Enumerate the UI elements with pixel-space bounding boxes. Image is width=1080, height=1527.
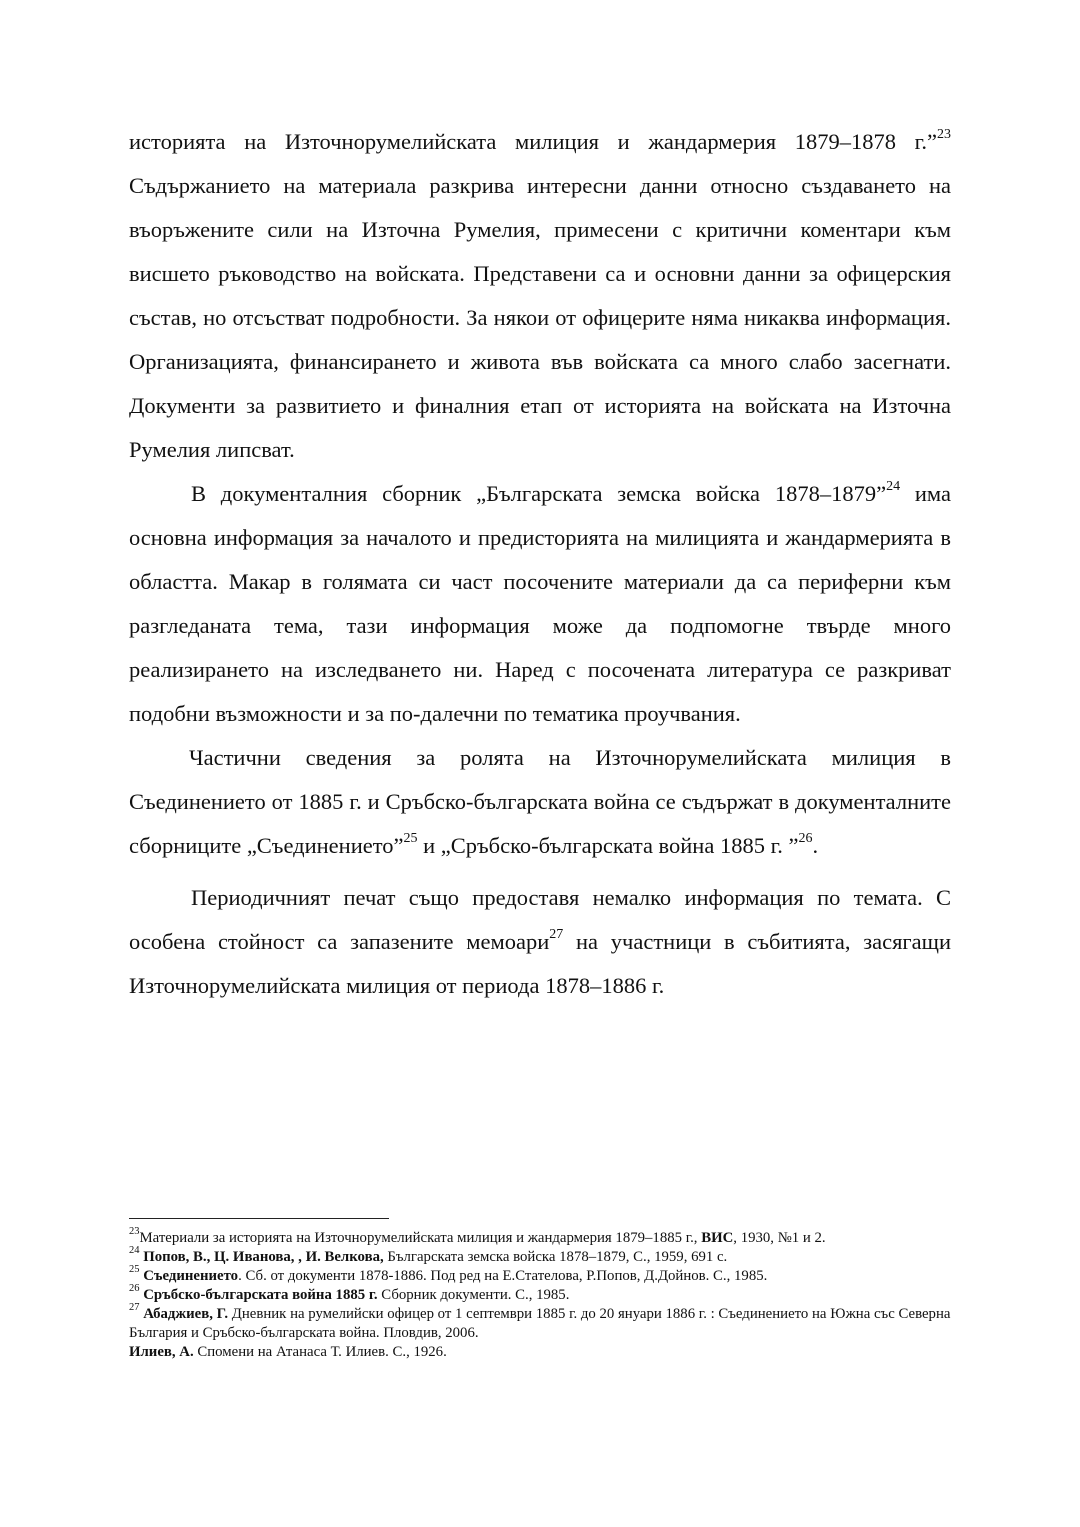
footnote-ref-24[interactable]: 24 <box>886 478 901 494</box>
paragraph-3: Частични сведения за ролята на Източнорумелийската милиция в Съединението от 1885 г. и Сръбско-българската война се съдържат в документалните сборниците „Съединението”$^{25}$ и „Сръбско-българската война 1885 г. ”$^{26}$. <box>129 745 951 858</box>
footnote-25: $^{25}$ Съединението. Сб. от документи 1878-1886. Под ред на Е.Стателова, Р.Попов, Д.Дойнов. С., 1985. <box>129 1264 768 1284</box>
footnote-ref-26[interactable]: 26 <box>798 830 813 846</box>
footnote-ref-27[interactable]: 27 <box>549 926 564 942</box>
body-text <box>129 120 951 1008</box>
footnote-27: $^{27}$ Абаджиев, Г. Дневник на румелийски офицер от 1 септември 1885 г. до 20 януари 1886 г. : Съединението на Южна със Северна България и Сръбско-българската война. Пловдив, 2006. <box>129 1302 951 1341</box>
footnote-24: $^{24}$ Попов, В., Ц. Иванова, , И. Велкова, Българската земска войска 1878–1879, С., 1959, 691 с. <box>129 1245 728 1265</box>
paragraph-2: В документалния сборник „Българската земска войска 1878–1879”$^{24}$ има основна информация за началото и предисторията на милицията и жандармерията в областта. Макар в голямата си част посочените материали да са периферни към разгледаната тема, тази информация може да подпомогне твърде много реализирането на изследването ни. Наред с посочената литература се разкриват подобни възможности и за по-далечни по тематика проучвания. <box>129 478 951 726</box>
footnote-26: $^{26}$ Сръбско-българската война 1885 г. Сборник документи. С., 1985. <box>129 1283 570 1303</box>
footnote-ref-25[interactable]: 25 <box>403 830 418 846</box>
footnote-27-continued: Илиев, А. Спомени на Атанаса Т. Илиев. С., 1926. <box>129 1344 447 1360</box>
footnote-23: $^{23}$Материали за историята на Източнорумелийската милиция и жандармерия 1879–1885 г., ВИС, 1930, №1 и 2. <box>129 1226 826 1246</box>
paragraph-4: Периодичният печат също предоставя немалко информация по темата. С особена стойност са запазените мемоари$^{27}$ на участници в събитията, засягащи Източнорумелийската милиция от периода 1878–1886 г. <box>129 885 952 998</box>
paragraph-1: историята на Източнорумелийската милиция и жандармерия 1879–1878 г.”$^{23}$ Съдържанието на материала разкрива интересни данни относно създаването на въоръжените сили на Източна Румелия, примесени с критични коментари към висшето ръководство на войската. Представени са и основни данни за офицерския състав, но отсъстват подробности. За някои от офицерите няма никаква информация. Организацията, финансирането и живота във войската са много слабо засегнати. Документи за развитието и финалния етап от историята на войската на Източна Румелия липсват. <box>129 126 951 462</box>
footnotes <box>129 1226 951 1362</box>
footnote-ref-23[interactable]: 23 <box>937 126 951 142</box>
footnote-separator <box>129 1218 389 1219</box>
